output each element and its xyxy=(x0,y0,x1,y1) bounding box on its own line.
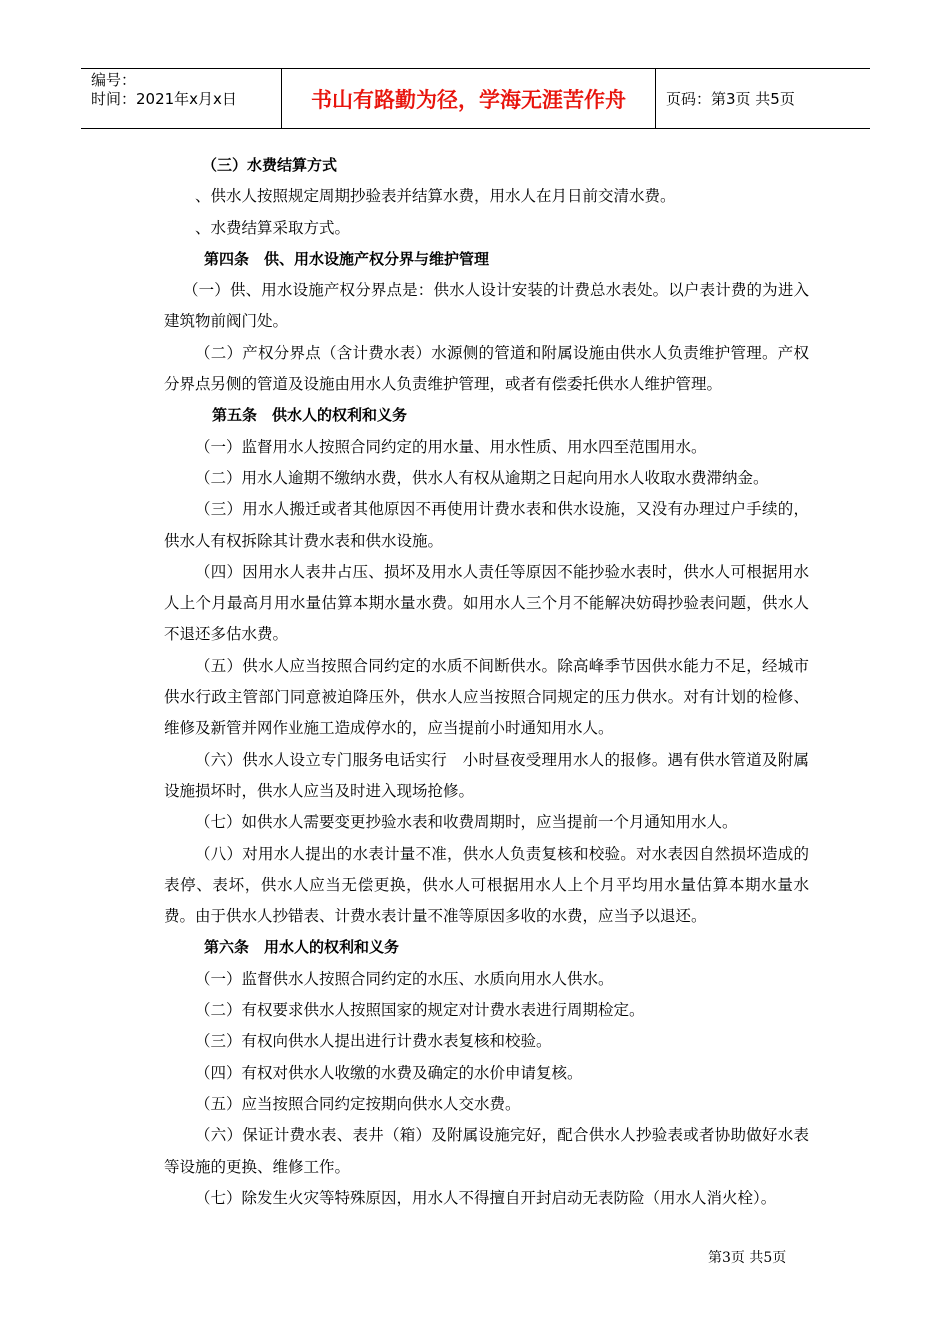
header-motto: 书山有路勤为径，学海无涯苦作舟 xyxy=(282,69,656,128)
paragraph: （二）用水人逾期不缴纳水费，供水人有权从逾期之日起向用水人收取水费滞纳金。 xyxy=(195,468,769,487)
paragraph: 、水费结算采取方式。 xyxy=(195,218,351,237)
paragraph: （一）监督用水人按照合同约定的用水量、用水性质、用水四至范围用水。 xyxy=(195,437,707,456)
paragraph: 、供水人按照规定周期抄验表并结算水费，用水人在月日前交清水费。 xyxy=(195,187,676,206)
paragraph: （七）除发生火灾等特殊原因，用水人不得擅自开封启动无表防险（用水人消火栓）。 xyxy=(195,1188,777,1207)
paragraph: （五）应当按照合同约定按期向供水人交水费。 xyxy=(195,1094,521,1113)
paragraph: （二）产权分界点（含计费水表）水源侧的管道和附属设施由供水人负责维护管理。产权分界点另侧的管道及设施由用水人负责维护管理，或者有偿委托供水人维护管理。 xyxy=(164,343,809,394)
document-body xyxy=(164,150,809,1214)
paragraph: （六）供水人设立专门服务电话实行 小时昼夜受理用水人的报修。遇有供水管道及附属设施损坏时，供水人应当及时进入现场抢修。 xyxy=(164,750,809,800)
article4-heading: 第四条 供、用水设施产权分界与维护管理 xyxy=(204,249,490,268)
paragraph: （一）供、用水设施产权分界点是：供水人设计安装的计费总水表处。以户表计费的为进入建筑物前阀门处。 xyxy=(164,281,809,331)
article6-heading: 第六条 用水人的权利和义务 xyxy=(204,938,400,957)
paragraph: （一）监督供水人按照合同约定的水压、水质向用水人供水。 xyxy=(195,969,614,988)
paragraph: （六）保证计费水表、表井（箱）及附属设施完好，配合供水人抄验表或者协助做好水表等设施的更换、维修工作。 xyxy=(164,1126,809,1176)
paragraph: （八）对用水人提出的水表计量不准，供水人负责复核和校验。对水表因自然损坏造成的表停、表坏，供水人应当无偿更换，供水人可根据用水人上个月平均用水量估算本期水量水费。由于供水人抄错表、计费水表计量不准等原因多收的水费，应当予以退还。 xyxy=(164,844,809,926)
page-footer: 第3页 共5页 xyxy=(708,1250,787,1266)
paragraph: （三）有权向供水人提出进行计费水表复核和校验。 xyxy=(195,1032,552,1051)
article5-heading: 第五条 供水人的权利和义务 xyxy=(212,406,408,425)
paragraph: （五）供水人应当按照合同约定的水质不间断供水。除高峰季节因供水能力不足，经城市供水行政主管部门同意被迫降压外，供水人应当按照合同规定的压力供水。对有计划的检修、维修及新管并网作业施工造成停水的，应当提前小时通知用水人。 xyxy=(164,656,809,738)
paragraph: （四）有权对供水人收缴的水费及确定的水价申请复核。 xyxy=(195,1063,583,1082)
number-label: 编号： xyxy=(91,71,137,89)
time-label: 时间：2021年x月x日 xyxy=(91,90,237,108)
page-header xyxy=(81,68,870,129)
paragraph: （二）有权要求供水人按照国家的规定对计费水表进行周期检定。 xyxy=(195,1001,645,1020)
header-meta-cell xyxy=(81,69,282,128)
header-page-label: 页码：第3页 共5页 xyxy=(666,90,795,108)
paragraph: （三）用水人搬迁或者其他原因不再使用计费水表和供水设施，又没有办理过户手续的，供水人有权拆除其计费水表和供水设施。 xyxy=(164,500,809,550)
section3-heading: （三）水费结算方式 xyxy=(202,156,338,174)
paragraph: （七）如供水人需要变更抄验水表和收费周期时，应当提前一个月通知用水人。 xyxy=(195,813,738,832)
paragraph: （四）因用水人表井占压、损坏及用水人责任等原因不能抄验水表时，供水人可根据用水人上个月最高月用水量估算本期水量水费。如用水人三个月不能解决妨碍抄验表问题，供水人不退还多估水费。 xyxy=(164,562,809,644)
